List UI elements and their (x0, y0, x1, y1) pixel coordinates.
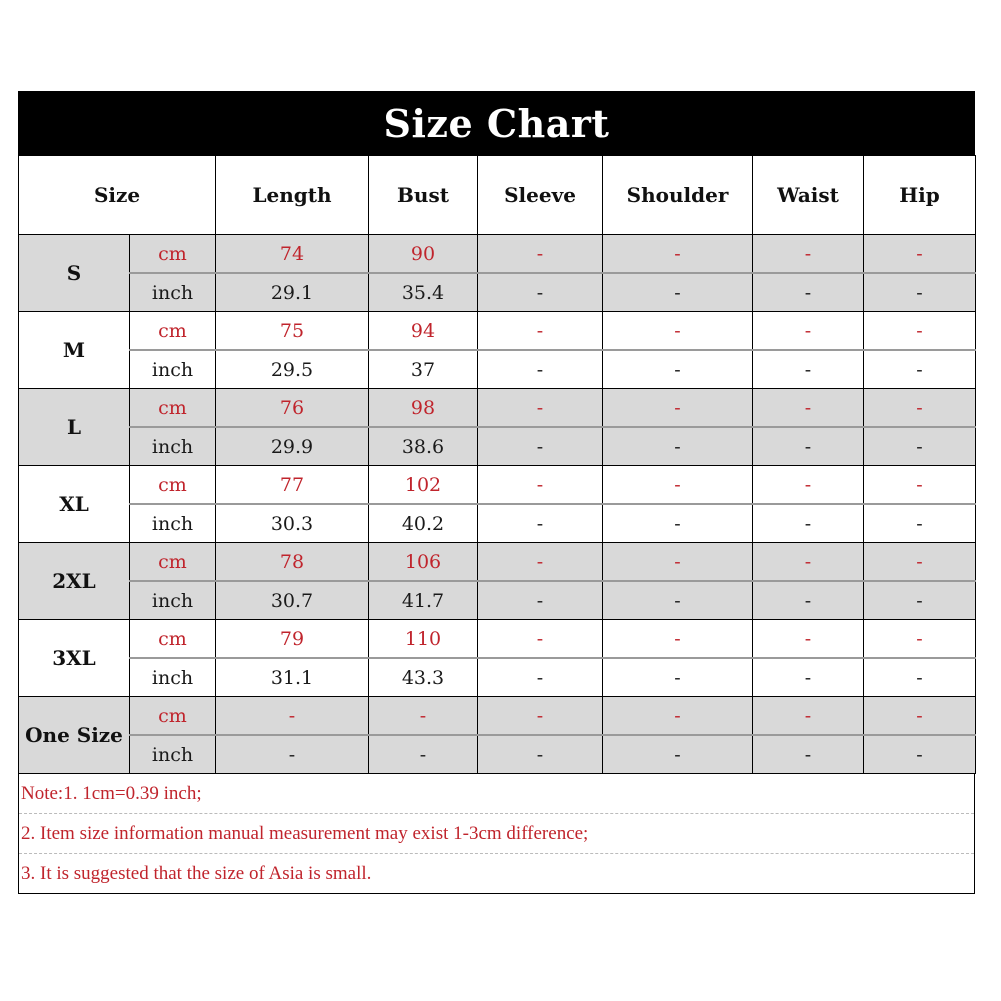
waist-inch-value: - (753, 427, 864, 466)
shoulder-inch-value: - (603, 581, 753, 620)
hip-cm-value: - (864, 620, 976, 659)
length-inch-value: 31.1 (216, 658, 369, 697)
table-row-cm (19, 466, 976, 505)
hip-cm-value: - (864, 543, 976, 582)
bust-inch-value: 38.6 (369, 427, 478, 466)
header-size: Size (19, 156, 216, 235)
table-row-inch (19, 658, 976, 697)
hip-cm-value: - (864, 466, 976, 505)
hip-inch-value: - (864, 581, 976, 620)
hip-inch-value: - (864, 658, 976, 697)
length-cm-value: 75 (216, 312, 369, 351)
size-label: S (19, 235, 130, 312)
shoulder-cm-value: - (603, 389, 753, 428)
size-label: 3XL (19, 620, 130, 697)
shoulder-cm-value: - (603, 235, 753, 274)
size-chart (18, 91, 975, 894)
waist-inch-value: - (753, 273, 864, 312)
length-cm-value: 76 (216, 389, 369, 428)
table-row-inch (19, 427, 976, 466)
sleeve-cm-value: - (478, 235, 603, 274)
table-row-cm (19, 543, 976, 582)
hip-cm-value: - (864, 312, 976, 351)
unit-inch: inch (130, 273, 216, 312)
waist-inch-value: - (753, 735, 864, 774)
waist-inch-value: - (753, 350, 864, 389)
unit-inch: inch (130, 581, 216, 620)
bust-cm-value: 90 (369, 235, 478, 274)
length-inch-value: 29.9 (216, 427, 369, 466)
header-row (19, 156, 976, 235)
table-row-inch (19, 273, 976, 312)
note-line: 2. Item size information manual measurement may exist 1-3cm difference; (19, 814, 974, 854)
length-cm-value: 77 (216, 466, 369, 505)
sleeve-cm-value: - (478, 543, 603, 582)
sleeve-cm-value: - (478, 389, 603, 428)
length-cm-value: - (216, 697, 369, 736)
bust-inch-value: 43.3 (369, 658, 478, 697)
note-line: 3. It is suggested that the size of Asia is small. (21, 863, 372, 884)
unit-cm: cm (130, 466, 216, 505)
length-cm-value: 79 (216, 620, 369, 659)
unit-inch: inch (130, 735, 216, 774)
waist-cm-value: - (753, 620, 864, 659)
unit-inch: inch (130, 504, 216, 543)
table-row-cm (19, 697, 976, 736)
sleeve-cm-value: - (478, 697, 603, 736)
unit-cm: cm (130, 620, 216, 659)
sleeve-inch-value: - (478, 427, 603, 466)
header-length: Length (216, 156, 369, 235)
length-inch-value: 30.7 (216, 581, 369, 620)
size-label: 2XL (19, 543, 130, 620)
table-row-cm (19, 312, 976, 351)
table-row-inch (19, 350, 976, 389)
hip-inch-value: - (864, 735, 976, 774)
length-inch-value: 29.5 (216, 350, 369, 389)
bust-inch-value: - (369, 735, 478, 774)
bust-inch-value: 40.2 (369, 504, 478, 543)
table-row-cm (19, 620, 976, 659)
bust-cm-value: 102 (369, 466, 478, 505)
bust-inch-value: 41.7 (369, 581, 478, 620)
length-inch-value: - (216, 735, 369, 774)
unit-cm: cm (130, 235, 216, 274)
unit-cm: cm (130, 312, 216, 351)
unit-inch: inch (130, 350, 216, 389)
waist-inch-value: - (753, 658, 864, 697)
table-row-inch (19, 504, 976, 543)
unit-inch: inch (130, 658, 216, 697)
size-label: L (19, 389, 130, 466)
sleeve-inch-value: - (478, 273, 603, 312)
size-label: M (19, 312, 130, 389)
shoulder-cm-value: - (603, 312, 753, 351)
bust-inch-value: 37 (369, 350, 478, 389)
notes (18, 774, 975, 894)
shoulder-inch-value: - (603, 427, 753, 466)
sleeve-inch-value: - (478, 581, 603, 620)
hip-inch-value: - (864, 504, 976, 543)
shoulder-inch-value: - (603, 273, 753, 312)
hip-inch-value: - (864, 350, 976, 389)
hip-cm-value: - (864, 235, 976, 274)
waist-inch-value: - (753, 504, 864, 543)
hip-inch-value: - (864, 273, 976, 312)
bust-cm-value: 94 (369, 312, 478, 351)
sleeve-inch-value: - (478, 735, 603, 774)
waist-cm-value: - (753, 543, 864, 582)
sleeve-cm-value: - (478, 312, 603, 351)
size-table-body (19, 235, 976, 774)
hip-cm-value: - (864, 389, 976, 428)
note-line: Note:1. 1cm=0.39 inch; (19, 774, 974, 814)
waist-inch-value: - (753, 581, 864, 620)
header-bust: Bust (369, 156, 478, 235)
shoulder-inch-value: - (603, 658, 753, 697)
bust-cm-value: 106 (369, 543, 478, 582)
waist-cm-value: - (753, 235, 864, 274)
bust-inch-value: 35.4 (369, 273, 478, 312)
size-table (18, 155, 976, 774)
header-shoulder: Shoulder (603, 156, 753, 235)
sleeve-inch-value: - (478, 658, 603, 697)
header-waist: Waist (753, 156, 864, 235)
chart-title: Size Chart (18, 91, 975, 155)
unit-inch: inch (130, 427, 216, 466)
hip-cm-value: - (864, 697, 976, 736)
size-label: XL (19, 466, 130, 543)
sleeve-inch-value: - (478, 350, 603, 389)
shoulder-cm-value: - (603, 620, 753, 659)
shoulder-cm-value: - (603, 466, 753, 505)
unit-cm: cm (130, 389, 216, 428)
table-row-cm (19, 235, 976, 274)
header-hip: Hip (864, 156, 976, 235)
table-row-cm (19, 389, 976, 428)
bust-cm-value: - (369, 697, 478, 736)
unit-cm: cm (130, 543, 216, 582)
shoulder-inch-value: - (603, 350, 753, 389)
sleeve-cm-value: - (478, 466, 603, 505)
length-inch-value: 29.1 (216, 273, 369, 312)
hip-inch-value: - (864, 427, 976, 466)
header-sleeve: Sleeve (478, 156, 603, 235)
length-cm-value: 78 (216, 543, 369, 582)
shoulder-inch-value: - (603, 735, 753, 774)
bust-cm-value: 110 (369, 620, 478, 659)
sleeve-inch-value: - (478, 504, 603, 543)
waist-cm-value: - (753, 312, 864, 351)
length-inch-value: 30.3 (216, 504, 369, 543)
table-row-inch (19, 735, 976, 774)
length-cm-value: 74 (216, 235, 369, 274)
shoulder-cm-value: - (603, 543, 753, 582)
waist-cm-value: - (753, 697, 864, 736)
unit-cm: cm (130, 697, 216, 736)
waist-cm-value: - (753, 466, 864, 505)
shoulder-inch-value: - (603, 504, 753, 543)
shoulder-cm-value: - (603, 697, 753, 736)
waist-cm-value: - (753, 389, 864, 428)
bust-cm-value: 98 (369, 389, 478, 428)
table-row-inch (19, 581, 976, 620)
size-label: One Size (19, 697, 130, 774)
sleeve-cm-value: - (478, 620, 603, 659)
